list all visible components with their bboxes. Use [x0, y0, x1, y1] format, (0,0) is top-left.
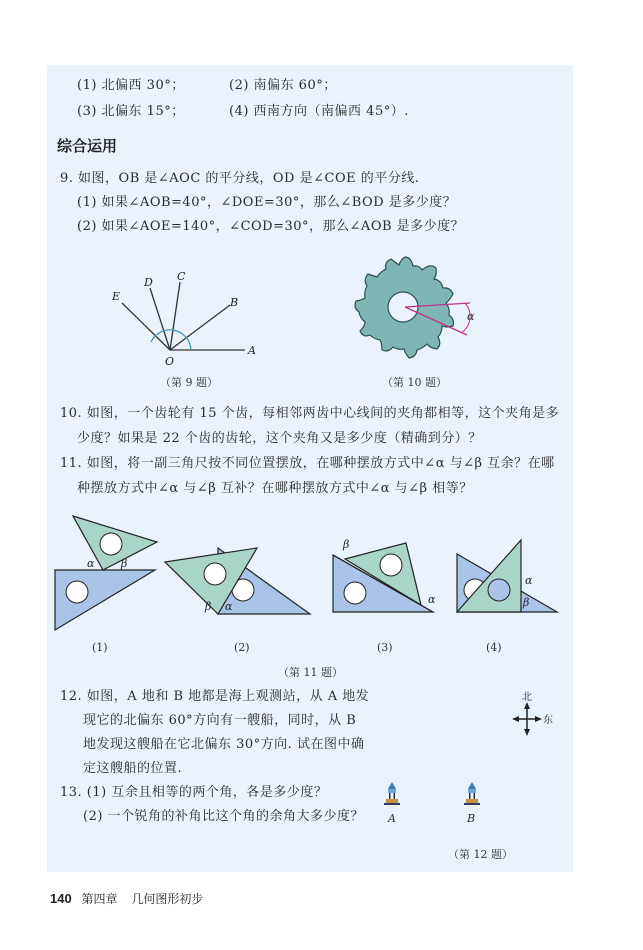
page-number: 140: [50, 891, 72, 906]
svg-text:β: β: [121, 557, 128, 570]
label-E: E: [112, 290, 121, 303]
q10-line-2: 少度？如果是 22 个齿的齿轮，这个夹角又是多少度（精确到分）？: [77, 431, 482, 446]
q11-fig4-caption: (4): [486, 641, 502, 654]
station-b-icon: [462, 780, 482, 810]
label-A: A: [248, 344, 256, 357]
q12-line-3: 地发现这艘船在它北偏东 30°方向. 试在图中确: [83, 737, 365, 752]
q12-line-1: 12. 如图，A 地和 B 地都是海上观测站，从 A 地发: [60, 689, 370, 704]
q9-stem: 9. 如图，OB 是∠AOC 的平分线，OD 是∠COE 的平分线.: [60, 171, 420, 186]
label-B: B: [230, 296, 239, 309]
q10-line-1: 10. 如图，一个齿轮有 15 个齿，每相邻两齿中心线间的夹角都相等，这个夹角是多: [60, 406, 560, 421]
q9-caption: （第 9 题）: [160, 376, 218, 389]
svg-text:α: α: [525, 574, 533, 587]
q9-angle-figure: [110, 270, 260, 370]
svg-text:β: β: [205, 600, 212, 613]
chapter-label: 第四章: [81, 892, 118, 906]
q11-caption: （第 11 题）: [278, 666, 343, 679]
q11-figure-4: [457, 540, 567, 620]
q11-figure-1: [55, 510, 165, 640]
q10-caption: （第 10 题）: [382, 376, 447, 389]
svg-text:α: α: [225, 600, 233, 613]
q11-fig2-caption: (2): [234, 641, 250, 654]
page-footer: [50, 890, 203, 907]
q11-figure-2: [165, 540, 315, 620]
answer-2: (2) 南偏东 60°；: [229, 78, 337, 93]
label-C: C: [177, 270, 186, 283]
q11-figure-3: [333, 535, 443, 615]
station-a-icon: [382, 780, 402, 810]
station-a-label: A: [388, 812, 396, 825]
svg-text:东: 东: [543, 715, 553, 726]
q12-caption: （第 12 题）: [448, 848, 513, 861]
q13-line-2: (2) 一个锐角的补角比这个角的余角大多少度？: [83, 809, 365, 824]
label-D: D: [144, 276, 153, 289]
q9-part-1: (1) 如果∠AOB=40°，∠DOE=30°，那么∠BOD 是多少度？: [77, 195, 457, 210]
svg-text:β: β: [523, 596, 530, 609]
station-b-label: B: [467, 812, 476, 825]
q11-line-2: 种摆放方式中∠α 与∠β 互补？在哪种摆放方式中∠α 与∠β 相等？: [77, 481, 473, 496]
answer-1: (1) 北偏西 30°；: [77, 78, 185, 93]
svg-text:北: 北: [522, 692, 532, 703]
q9-part-2: (2) 如果∠AOE=140°，∠COD=30°，那么∠AOB 是多少度？: [77, 219, 465, 234]
q11-fig1-caption: (1): [92, 641, 108, 654]
q13-line-1: 13. (1) 互余且相等的两个角，各是多少度？: [60, 785, 328, 800]
label-alpha: α: [467, 310, 475, 323]
answer-3: (3) 北偏东 15°；: [77, 104, 185, 119]
section-heading: 综合运用: [57, 137, 118, 155]
svg-text:β: β: [343, 538, 350, 551]
svg-text:α: α: [428, 593, 436, 606]
q10-gear-figure: [345, 250, 485, 370]
label-O: O: [165, 355, 175, 368]
answer-4: (4) 西南方向（南偏西 45°）.: [229, 104, 409, 119]
compass-icon: [510, 690, 560, 740]
svg-text:α: α: [87, 557, 95, 570]
q11-line-1: 11. 如图，将一副三角尺按不同位置摆放，在哪种摆放方式中∠α 与∠β 互余？在哪: [60, 456, 555, 471]
q12-line-4: 定这艘船的位置.: [83, 761, 183, 776]
chapter-title: 几何图形初步: [131, 892, 204, 906]
q11-fig3-caption: (3): [377, 641, 393, 654]
q12-line-2: 现它的北偏东 60°方向有一艘船，同时，从 B: [83, 713, 357, 728]
